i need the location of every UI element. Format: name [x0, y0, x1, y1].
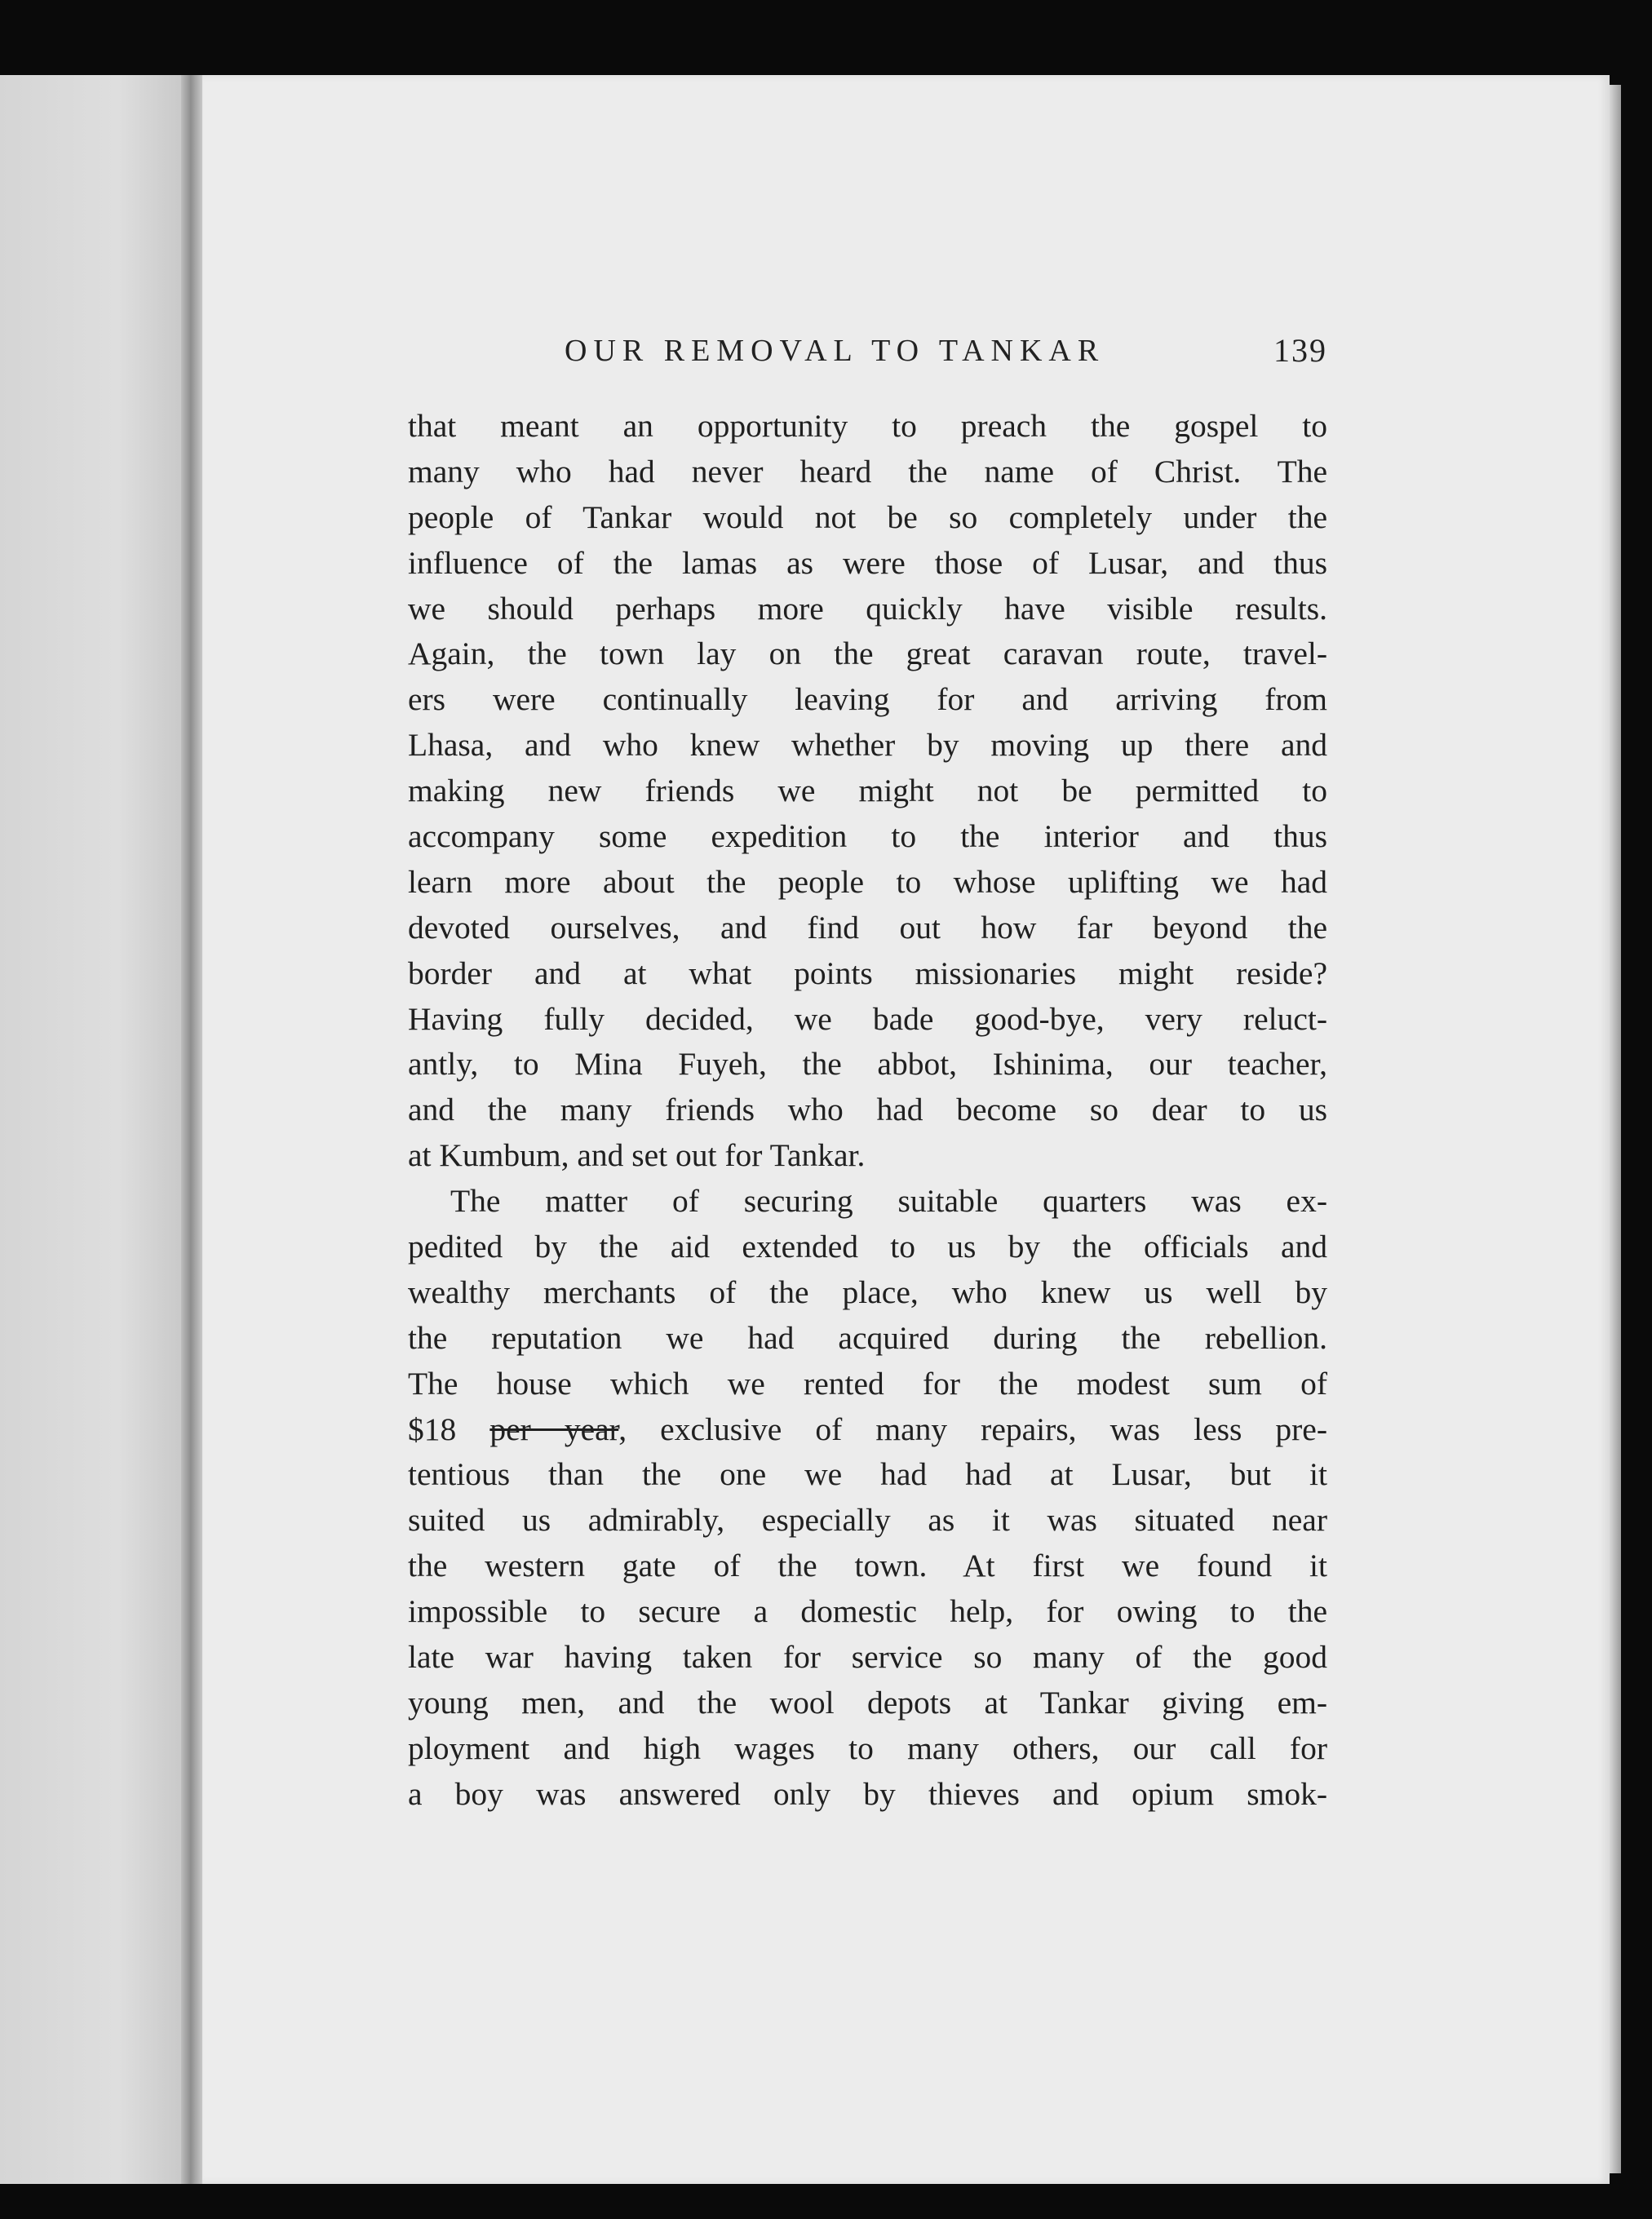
rent-amount: $18	[408, 1411, 457, 1447]
facing-page-edge	[0, 75, 197, 2184]
text-line: antly, to Mina Fuyeh, the abbot, Ishinima, our teacher,	[408, 1046, 1327, 1083]
text-line: devoted ourselves, and find out how far beyond the	[408, 909, 1327, 946]
text-line: the reputation we had acquired during the rebellion.	[408, 1319, 1327, 1356]
text-line: ers were continually leaving for and arriving from	[408, 681, 1327, 718]
text-line: that meant an opportunity to preach the gospel to	[408, 408, 1327, 444]
paragraph-first-line: The matter of securing suitable quarters was ex-	[450, 1183, 1327, 1220]
text-line: at Kumbum, and set out for Tankar.	[408, 1137, 866, 1174]
text-line: Again, the town lay on the great caravan route, travel-	[408, 636, 1327, 672]
text-line: we should perhaps more quickly have visible results.	[408, 590, 1327, 627]
text-line: young men, and the wool depots at Tankar giving em-	[408, 1684, 1327, 1721]
text-line: pedited by the aid extended to us by the officials and	[408, 1229, 1327, 1265]
text-line-with-strikethrough	[408, 1407, 1327, 1453]
text-line: and the many friends who had become so dear to us	[408, 1092, 1327, 1128]
text-line: tentious than the one we had had at Lusar, but it	[408, 1456, 1327, 1493]
text-line: the western gate of the town. At first we found it	[408, 1548, 1327, 1584]
struck-text: per year	[489, 1411, 619, 1447]
text-line: wealthy merchants of the place, who knew us well by	[408, 1273, 1327, 1310]
book-gutter	[181, 75, 202, 2184]
text-line: making new friends we might not be permitted to	[408, 773, 1327, 809]
text-line: late war having taken for service so many of the good	[408, 1639, 1327, 1676]
page-number: 139	[1273, 332, 1327, 369]
text-line: ployment and high wages to many others, our call for	[408, 1730, 1327, 1766]
text-line: influence of the lamas as were those of Lusar, and thus	[408, 544, 1327, 581]
text-line: many who had never heard the name of Christ. The	[408, 453, 1327, 489]
text-line: accompany some expedition to the interior and thus	[408, 818, 1327, 855]
text-line: The house which we rented for the modest sum of	[408, 1365, 1327, 1402]
text-line: impossible to secure a domestic help, for owing to the	[408, 1593, 1327, 1630]
running-title: OUR REMOVAL TO TANKAR	[565, 334, 1105, 368]
page-header	[565, 326, 1327, 375]
text-line: suited us admirably, especially as it was situated near	[408, 1502, 1327, 1539]
page-edge-shadow	[1610, 85, 1621, 2173]
body-text	[408, 404, 1327, 1818]
text-line: learn more about the people to whose uplifting we had	[408, 863, 1327, 900]
line-remainder: , exclusive of many repairs, was less pre-	[618, 1411, 1327, 1447]
text-line: a boy was answered only by thieves and opium smok-	[408, 1775, 1327, 1812]
text-line: Lhasa, and who knew whether by moving up there and	[408, 727, 1327, 764]
text-line: Having fully decided, we bade good-bye, very reluct-	[408, 1000, 1327, 1037]
text-line: people of Tankar would not be so completely under the	[408, 498, 1327, 535]
text-line: border and at what points missionaries might reside?	[408, 954, 1327, 991]
